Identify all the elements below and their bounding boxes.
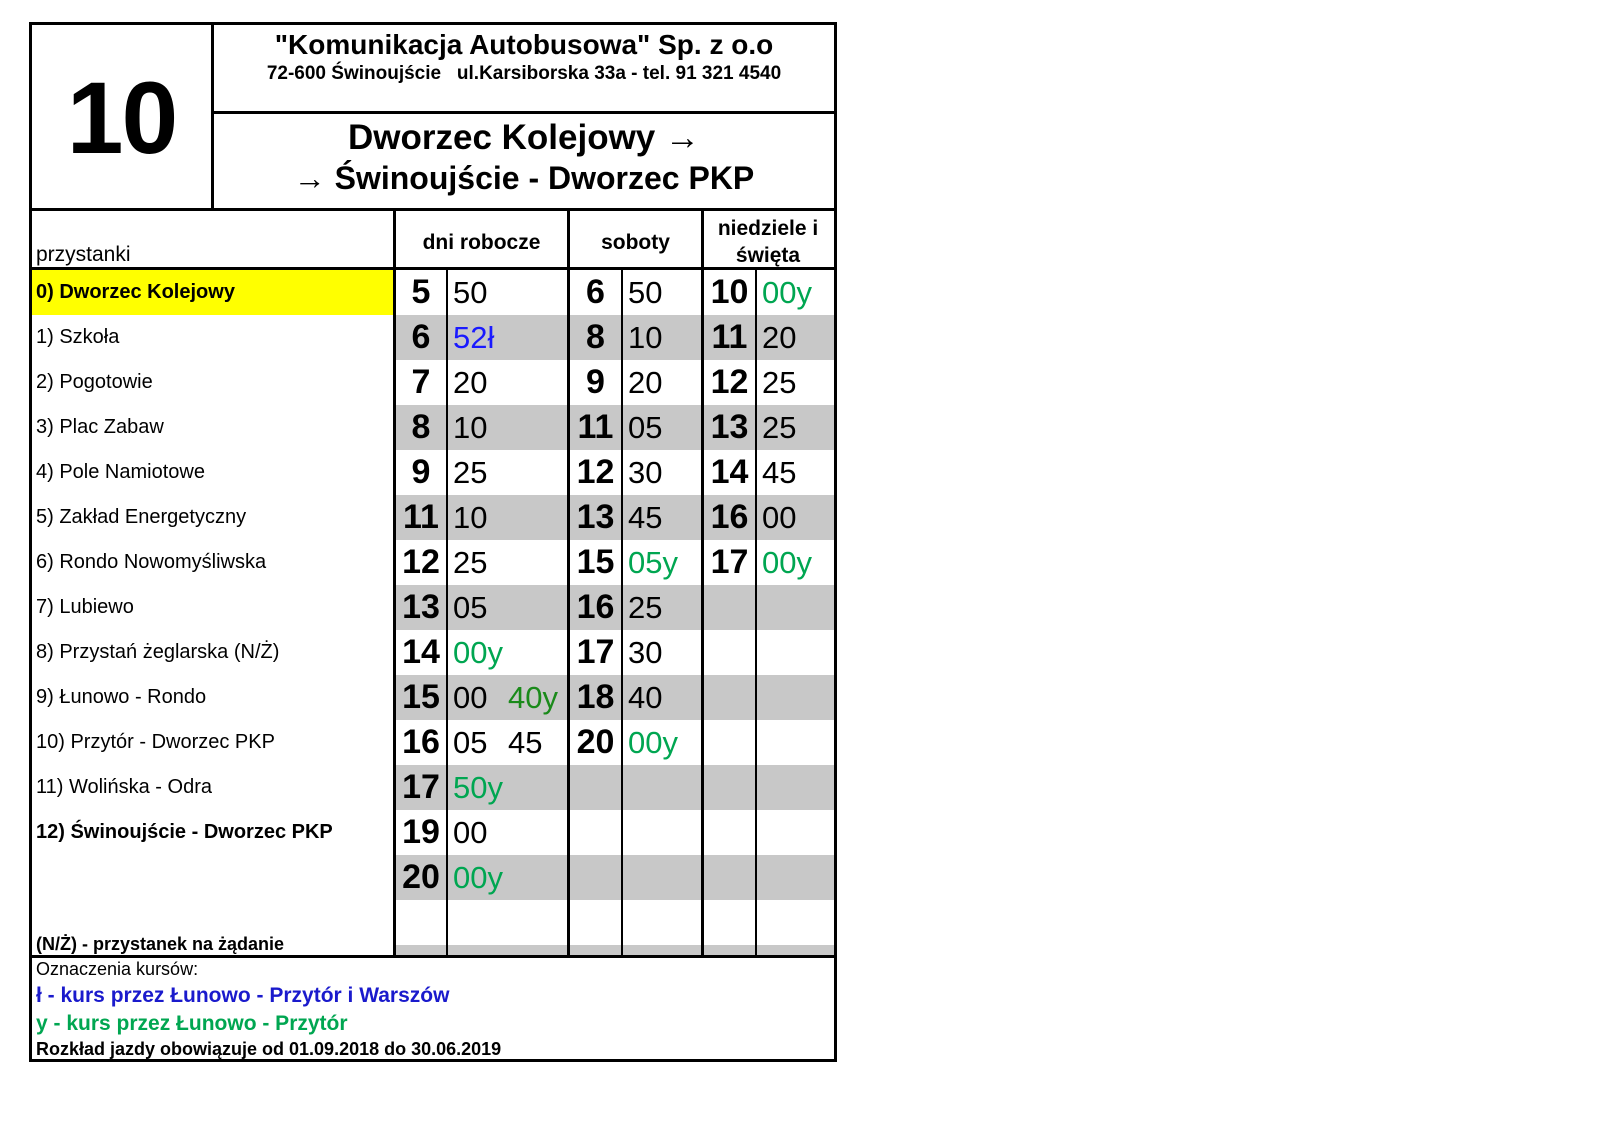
minute-cell: 10: [453, 500, 488, 535]
stop-item: 7) Lubiewo: [36, 596, 134, 618]
stop-item: 4) Pole Namiotowe: [36, 461, 205, 483]
hour-cell: 13: [402, 588, 440, 626]
stop-item: 12) Świnoujście - Dworzec PKP: [36, 821, 333, 843]
hour-cell: 20: [576, 723, 615, 761]
hour-cell: 18: [576, 678, 615, 716]
hour-cell: 15: [402, 678, 440, 716]
stop-list: [32, 270, 393, 855]
minute-cell: 52ł: [453, 320, 495, 355]
line-number-box: [32, 25, 214, 211]
timetable-sheet: [29, 22, 837, 1062]
hour-cell: 9: [411, 453, 431, 491]
minute-cell: 25: [453, 455, 488, 490]
legend-title: Oznaczenia kursów:: [36, 959, 199, 979]
hour-cell: 16: [402, 723, 440, 761]
hour-cell: 10: [710, 273, 749, 311]
company-address: 72-600 Świnoujście ul.Karsiborska 33a - tel. 91 321 4540: [266, 63, 782, 84]
hour-cell: 12: [710, 363, 749, 401]
minute-cell: 25: [628, 590, 663, 625]
sundays-header: niedziele i święta: [717, 217, 819, 267]
legend-l-mark: ł - kurs przez Łunowo - Przytór i Warszów: [36, 984, 450, 1007]
hour-cell: 20: [402, 858, 440, 896]
hour-cell: 7: [411, 363, 431, 401]
minute-cell: 25: [762, 365, 797, 400]
minute-cell: 50: [628, 275, 663, 310]
legend-y-mark: y - kurs przez Łunowo - Przytór: [36, 1012, 348, 1035]
minute-cell: 40: [628, 680, 663, 715]
hour-cell: 6: [586, 273, 605, 311]
company-name: "Komunikacja Autobusowa" Sp. z o.o: [274, 29, 774, 60]
minute-cell: 05y: [628, 545, 678, 580]
hour-cell: 11: [577, 408, 614, 446]
validity-note: Rozkład jazdy obowiązuje od 01.09.2018 do 30.06.2019: [36, 1039, 502, 1059]
minute-cell: 00y: [762, 275, 812, 310]
minute-cell: 05: [453, 590, 488, 625]
hour-cell: 5: [411, 273, 431, 311]
minute-cell: 00: [453, 680, 488, 715]
stop-item: 0) Dworzec Kolejowy: [32, 270, 393, 315]
hour-cell: 12: [576, 453, 615, 491]
hour-cell: 6: [411, 318, 431, 356]
stop-item: 2) Pogotowie: [36, 371, 153, 393]
stop-item: 11) Wolińska - Odra: [36, 776, 212, 798]
stops-header: przystanki: [36, 243, 131, 266]
minute-cell: 50: [453, 275, 488, 310]
minute-cell: 05: [453, 725, 488, 760]
weekdays-header: dni robocze: [422, 230, 541, 254]
hour-cell: 16: [576, 588, 615, 626]
minute-cell: 10: [628, 320, 663, 355]
minute-cell: 00y: [762, 545, 812, 580]
stop-item: 10) Przytór - Dworzec PKP: [36, 731, 275, 753]
route-box: [214, 114, 834, 211]
hour-cell: 16: [710, 498, 749, 536]
hour-cell: 17: [710, 543, 749, 581]
hour-cell: 17: [576, 633, 615, 671]
weekday-hour-divider: [446, 270, 448, 955]
minute-cell: 30: [628, 455, 663, 490]
hour-cell: 9: [586, 363, 605, 401]
company-box: [214, 25, 834, 114]
minute-cell: 45: [762, 455, 797, 490]
stop-item: 5) Zakład Energetyczny: [36, 506, 247, 528]
request-stop-note: (N/Ż) - przystanek na żądanie: [36, 934, 285, 954]
minute-cell: 00: [762, 500, 797, 535]
minute-cell: 00: [453, 815, 488, 850]
header-rule: [32, 208, 834, 211]
minute-cell: 10: [453, 410, 488, 445]
minute-cell: 20: [453, 365, 488, 400]
hour-cell: 19: [402, 813, 440, 851]
minute-cell: 40y: [508, 680, 558, 715]
minute-cell: 05: [628, 410, 663, 445]
route-from: Dworzec Kolejowy →: [347, 118, 701, 157]
hour-cell: 8: [586, 318, 605, 356]
row-band: [396, 945, 834, 955]
minute-cell: 30: [628, 635, 663, 670]
minute-cell: 00y: [453, 860, 503, 895]
minute-cell: 45: [628, 500, 663, 535]
hour-cell: 8: [411, 408, 431, 446]
legend-rule: [32, 955, 834, 958]
minute-cell: 25: [453, 545, 488, 580]
line-number: 10: [66, 60, 177, 175]
stop-item: 1) Szkoła: [36, 326, 120, 348]
hour-cell: 13: [576, 498, 615, 536]
hour-cell: 11: [403, 498, 439, 536]
stop-item: 8) Przystań żeglarska (N/Ż): [36, 641, 280, 663]
minute-cell: 20: [762, 320, 797, 355]
route-to: → Świnoujście - Dworzec PKP: [293, 160, 755, 196]
hour-cell: 12: [402, 543, 440, 581]
minute-cell: 45: [508, 725, 543, 760]
sunday-hour-divider: [755, 270, 757, 955]
minute-cell: 00y: [453, 635, 503, 670]
hour-cell: 17: [402, 768, 440, 806]
minute-cell: 50y: [453, 770, 503, 805]
hour-cell: 11: [711, 318, 748, 356]
stop-item: 9) Łunowo - Rondo: [36, 686, 207, 708]
stop-item: 6) Rondo Nowomyśliwska: [36, 551, 267, 573]
hour-cell: 15: [576, 543, 615, 581]
hour-cell: 14: [402, 633, 440, 671]
hour-cell: 13: [710, 408, 749, 446]
minute-cell: 20: [628, 365, 663, 400]
saturday-hour-divider: [621, 270, 623, 955]
stop-item: 3) Plac Zabaw: [36, 416, 164, 438]
hour-cell: 14: [710, 453, 749, 491]
minute-cell: 00y: [628, 725, 678, 760]
saturdays-header: soboty: [601, 230, 670, 254]
minute-cell: 25: [762, 410, 797, 445]
